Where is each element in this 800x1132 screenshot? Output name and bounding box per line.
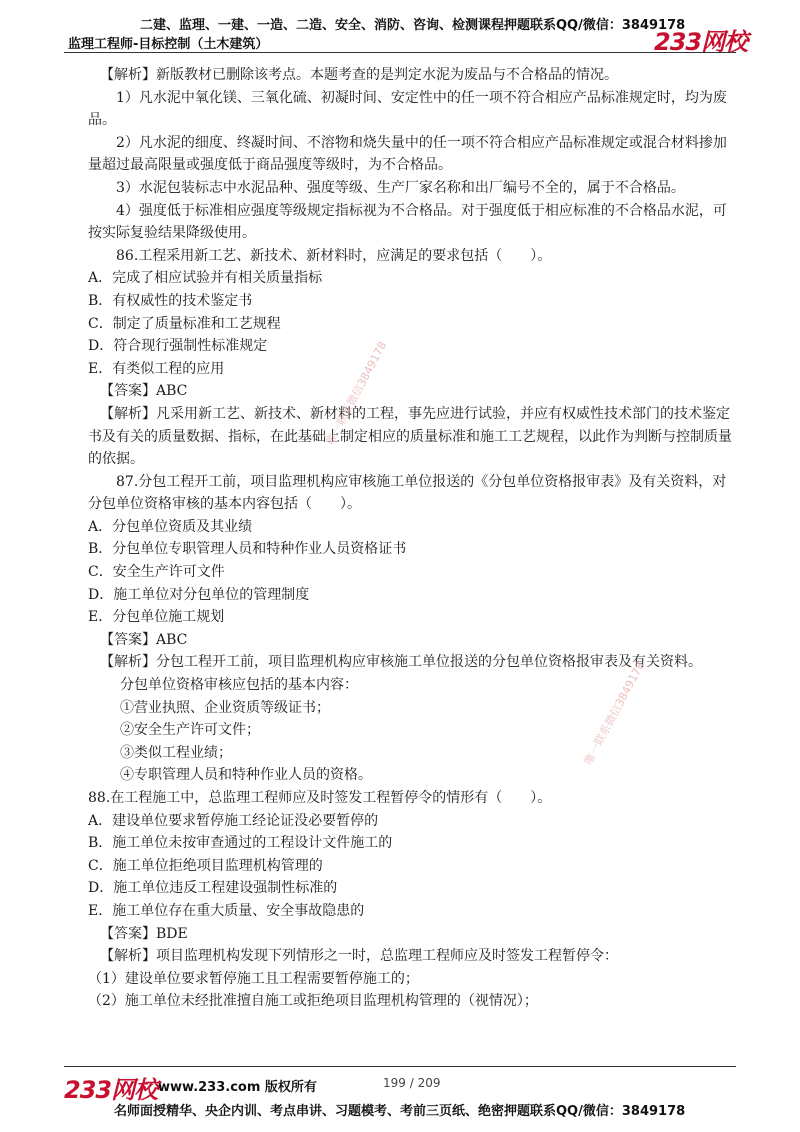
paragraph: 【解析】项目监理机构发现下列情形之一时，总监理工程师应及时签发工程暂停令： — [100, 948, 618, 965]
paragraph: B．分包单位专职管理人员和特种作业人员资格证书 — [88, 541, 407, 558]
paragraph: ②安全生产许可文件； — [120, 722, 260, 739]
paragraph: E．施工单位存在重大质量、安全事故隐患的 — [88, 902, 365, 919]
paragraph: B．施工单位未按审查通过的工程设计文件施工的 — [88, 835, 393, 852]
paragraph: 88.在工程施工中，总监理工程师应及时签发工程暂停令的情形有（ ）。 — [88, 790, 552, 806]
paragraph: 4）强度低于标准相应强度等级规定指标视为不合格品。对于强度低于相应标准的不合格品水泥，可按实际复验结果降级使用。 — [88, 202, 727, 242]
paragraph: 87.分包工程开工前，项目监理机构应审核施工单位报送的《分包单位资格报审表》及有关资料，对分包单位资格审核的基本内容包括（ ）。 — [88, 473, 727, 513]
paragraph: B．有权威性的技术鉴定书 — [88, 292, 253, 309]
paragraph: D．施工单位对分包单位的管理制度 — [88, 586, 310, 603]
paragraph: ④专职管理人员和特种作业人员的资格。 — [120, 767, 372, 784]
document-body — [88, 64, 736, 1013]
paragraph: E．分包单位施工规划 — [88, 609, 225, 626]
paragraph: C．安全生产许可文件 — [88, 564, 225, 581]
paragraph: 【解析】新版教材已删除该考点。本题考查的是判定水泥为废品与不合格品的情况。 — [100, 67, 618, 83]
watermark: 唯一联系微信3849178 — [323, 339, 390, 448]
page-number: 199 / 209 — [383, 1076, 441, 1090]
paragraph: （2）施工单位未经批准擅自施工或拒绝项目监理机构管理的（视情况）； — [88, 993, 538, 1010]
paragraph: 【解析】分包工程开工前，项目监理机构应审核施工单位报送的分包单位资格报审表及有关资料。 — [100, 654, 702, 671]
paragraph: C．制定了质量标准和工艺规程 — [88, 315, 281, 332]
paragraph: 3）水泥包装标志中水泥品种、强度等级、生产厂家名称和出厂编号不全的，属于不合格品。 — [116, 179, 685, 196]
paragraph: 1）凡水泥中氧化镁、三氧化硫、初凝时间、安定性中的任一项不符合相应产品标准规定时，均为废品。 — [88, 89, 727, 129]
paragraph: A．分包单位资质及其业绩 — [88, 518, 253, 535]
paragraph: A．完成了相应试验并有相关质量指标 — [88, 270, 323, 287]
paragraph: （1）建设单位要求暂停施工且工程需要暂停施工的； — [88, 970, 419, 987]
paragraph: D．符合现行强制性标准规定 — [88, 338, 268, 355]
brand-logo-bottom: 233网校 — [64, 1076, 158, 1104]
footer-promo: 名师面授精华、央企内训、考点串讲、习题模考、考前三页纸、绝密押题联系QQ/微信：3849178 — [114, 1104, 686, 1119]
header-subtitle: 监理工程师-目标控制（土木建筑） — [68, 37, 269, 52]
paragraph: 【解析】凡采用新工艺、新技术、新材料的工程，事先应进行试验，并应有权威性技术部门的技术鉴定书及有关的质量数据、指标，在此基础上制定相应的质量标准和施工工艺规程，以此作为判断与控制质量的依据。 — [88, 405, 732, 468]
footer-divider — [64, 1066, 736, 1067]
paragraph: ①营业执照、企业资质等级证书； — [120, 699, 330, 716]
paragraph: 【答案】ABC — [100, 631, 188, 648]
paragraph: 【答案】BDE — [100, 925, 188, 942]
brand-logo-top: 233网校 — [654, 28, 748, 56]
header-divider — [64, 52, 736, 53]
paragraph: 分包单位资格审核应包括的基本内容： — [120, 677, 358, 694]
paragraph: ③类似工程业绩； — [120, 744, 232, 761]
header-promo: 二建、监理、一建、一造、二造、安全、消防、咨询、检测课程押题联系QQ/微信：3849178 — [140, 18, 686, 33]
watermark: 唯一联系微信3849178 — [581, 659, 648, 768]
paragraph: 【答案】ABC — [100, 383, 188, 400]
paragraph: E．有类似工程的应用 — [88, 360, 225, 377]
paragraph: D．施工单位违反工程建设强制性标准的 — [88, 880, 338, 897]
paragraph: A．建设单位要求暂停施工经论证没必要暂停的 — [88, 812, 379, 829]
paragraph: 2）凡水泥的细度、终凝时间、不溶物和烧失量中的任一项不符合相应产品标准规定或混合材料掺加量超过最高限量或强度低于商品强度等级时，为不合格品。 — [88, 134, 727, 174]
paragraph: 86.工程采用新工艺、新技术、新材料时，应满足的要求包括（ ）。 — [116, 247, 552, 264]
footer-site: www.233.com 版权所有 — [158, 1080, 317, 1095]
paragraph: C．施工单位拒绝项目监理机构管理的 — [88, 857, 323, 874]
